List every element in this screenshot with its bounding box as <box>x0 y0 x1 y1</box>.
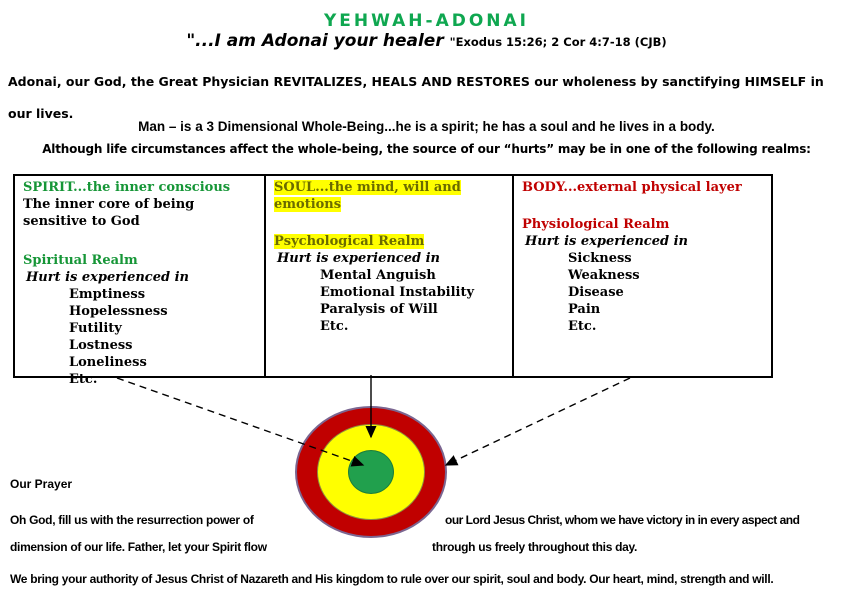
spirit-heading: SPIRIT...the inner conscious <box>23 180 231 195</box>
scripture-reference: "Exodus 15:26; 2 Cor 4:7-18 (CJB) <box>449 35 667 49</box>
intro-paragraph: Adonai, our God, the Great Physician REVITALIZES, HEALS AND RESTORES our wholeness by sanctifying HIMSELF in our lives. <box>8 74 824 121</box>
body-realm-label: Physiological Realm <box>522 217 670 232</box>
spirit-realm-label: Spiritual Realm <box>23 253 138 268</box>
list-item: Emotional Instability <box>320 285 475 300</box>
three-dimensional-statement: Man – is a 3 Dimensional Whole-Being...he is a spirit; he has a soul and he lives in a body. <box>138 119 715 134</box>
list-item: Paralysis of Will <box>320 302 438 317</box>
soul-heading-text: SOUL...the mind, will and emotions <box>274 180 461 212</box>
spirit-arrow <box>117 378 363 465</box>
list-item: Emptiness <box>69 287 146 302</box>
spirit-hurt-label: Hurt is experienced in <box>26 270 189 285</box>
prayer-line2-left: dimension of our life. Father, let your Spirit flow <box>10 540 267 554</box>
soul-hurt-label: Hurt is experienced in <box>277 251 440 266</box>
body-hurt-label: Hurt is experienced in <box>525 234 688 249</box>
list-item: Mental Anguish <box>320 268 436 283</box>
list-item: Etc. <box>320 319 349 334</box>
body-column <box>512 176 771 376</box>
soul-column <box>264 176 512 376</box>
body-heading: BODY...external physical layer <box>522 180 742 195</box>
prayer-line1-right: our Lord Jesus Christ, whom we have victory in in every aspect and <box>445 513 800 527</box>
spirit-subheading: The inner core of being sensitive to God <box>23 197 195 229</box>
list-item: Weakness <box>568 268 640 283</box>
list-item: Sickness <box>568 251 632 266</box>
list-item: Lostness <box>69 338 133 353</box>
list-item: Etc. <box>568 319 597 334</box>
list-item: Disease <box>568 285 624 300</box>
list-item: Futility <box>69 321 122 336</box>
list-item: Loneliness <box>69 355 147 370</box>
realms-statement: Although life circumstances affect the whole-being, the source of our “hurts” may be in one of the following realms: <box>42 142 811 156</box>
page-title: YEHWAH-ADONAI <box>323 11 529 31</box>
soul-heading <box>274 179 504 213</box>
list-item: Hopelessness <box>69 304 168 319</box>
prayer-line2-right: through us freely throughout this day. <box>432 540 638 554</box>
prayer-line1-left: Oh God, fill us with the resurrection power of <box>10 513 254 527</box>
soul-realm-text: Psychological Realm <box>274 234 425 249</box>
prayer-heading: Our Prayer <box>10 477 73 491</box>
soul-realm-label <box>274 233 504 250</box>
list-item: Pain <box>568 302 601 317</box>
prayer-line3: We bring your authority of Jesus Christ of Nazareth and His kingdom to rule over our spirit, soul and body. Our heart, mind, strength and will. <box>10 572 774 586</box>
subtitle-quote: "...I am Adonai your healer <box>186 31 450 51</box>
realms-table <box>13 174 773 387</box>
subtitle <box>0 31 853 51</box>
arrows-diagram <box>0 368 853 483</box>
body-arrow <box>446 378 630 465</box>
spirit-column <box>15 176 264 387</box>
list-item: Etc. <box>69 372 98 387</box>
